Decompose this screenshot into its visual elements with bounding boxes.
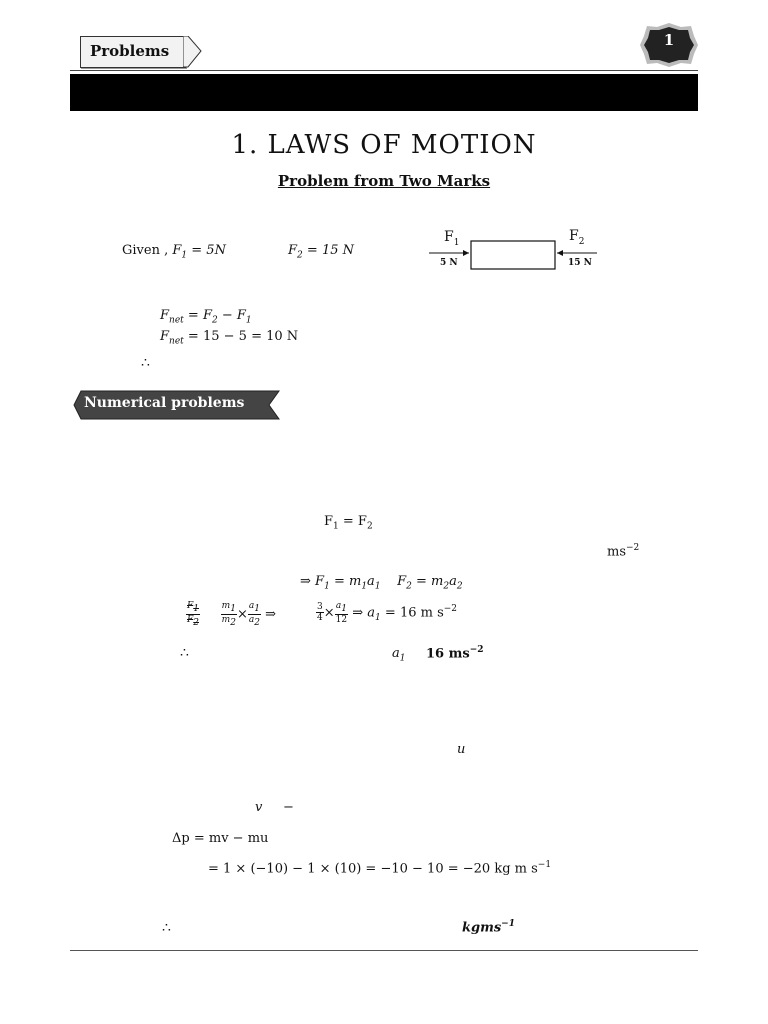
given-f2: $F_2 = 15$ N — [288, 243, 355, 261]
diagram-f2-label: $F_2$ — [569, 228, 585, 247]
fnet-formula: $F_{net} = F_2 - F_1$ — [160, 308, 252, 326]
unit-ms2: $ms^{-2}$ — [607, 543, 640, 560]
force-ratio: $\frac{F_1}{F_2}$ $\frac{m_1}{m_2}$ × $\frac{a_1}{a_2}$ ⇒ — [187, 601, 276, 628]
section-subtitle: Problem from Two Marks — [277, 172, 491, 190]
page-number: 1 — [663, 31, 675, 49]
header-black-bar — [70, 74, 698, 111]
diagram-f1-magnitude: 5 N — [440, 258, 458, 268]
answer-a1-symbol: $a_1$ — [392, 646, 406, 664]
therefore-symbol: ∴ — [180, 645, 189, 661]
therefore-symbol: ∴ — [141, 355, 150, 371]
fnet-result: $F_{net} = 15 - 5 = 10$ N — [160, 329, 299, 347]
header-rule — [70, 70, 698, 71]
initial-velocity-symbol: u — [457, 742, 466, 757]
ratio-solution: $\frac{3}{4}$ × $\frac{a_1}{12}$ ⇒ $a_1 = 16$ m $s^{-2}$ — [317, 601, 458, 625]
given-f1: Given , $F_1 = 5N$ — [122, 243, 226, 261]
final-velocity-symbol: v − — [255, 800, 294, 815]
momentum-change-result: = 1 × (−10) − 1 × (10) = −10 − 10 = −20 kg m $s^{-1}$ — [208, 860, 552, 877]
diagram-f2-magnitude: 15 N — [568, 258, 592, 268]
equal-forces: $F_1 = F_2$ — [324, 514, 373, 532]
diagram-f1-label: $F_1$ — [444, 229, 460, 248]
momentum-unit: kgms$^{-1}$ — [462, 919, 515, 936]
footer-rule — [70, 950, 698, 951]
newton-second-law: ⇒ $F_1 = m_1a_1$ $F_2 = m_2a_2$ — [300, 574, 463, 592]
numerical-banner-label: Numerical problems — [84, 395, 245, 411]
tag-arrow-shape — [183, 36, 203, 68]
answer-a1-value: 16 $ms^{-2}$ — [426, 645, 484, 662]
momentum-change-formula: Δp = mv − mu — [172, 831, 269, 846]
therefore-symbol: ∴ — [162, 920, 171, 936]
page-title: 1. LAWS OF MOTION — [231, 130, 537, 160]
section-tag-label: Problems — [90, 42, 170, 60]
